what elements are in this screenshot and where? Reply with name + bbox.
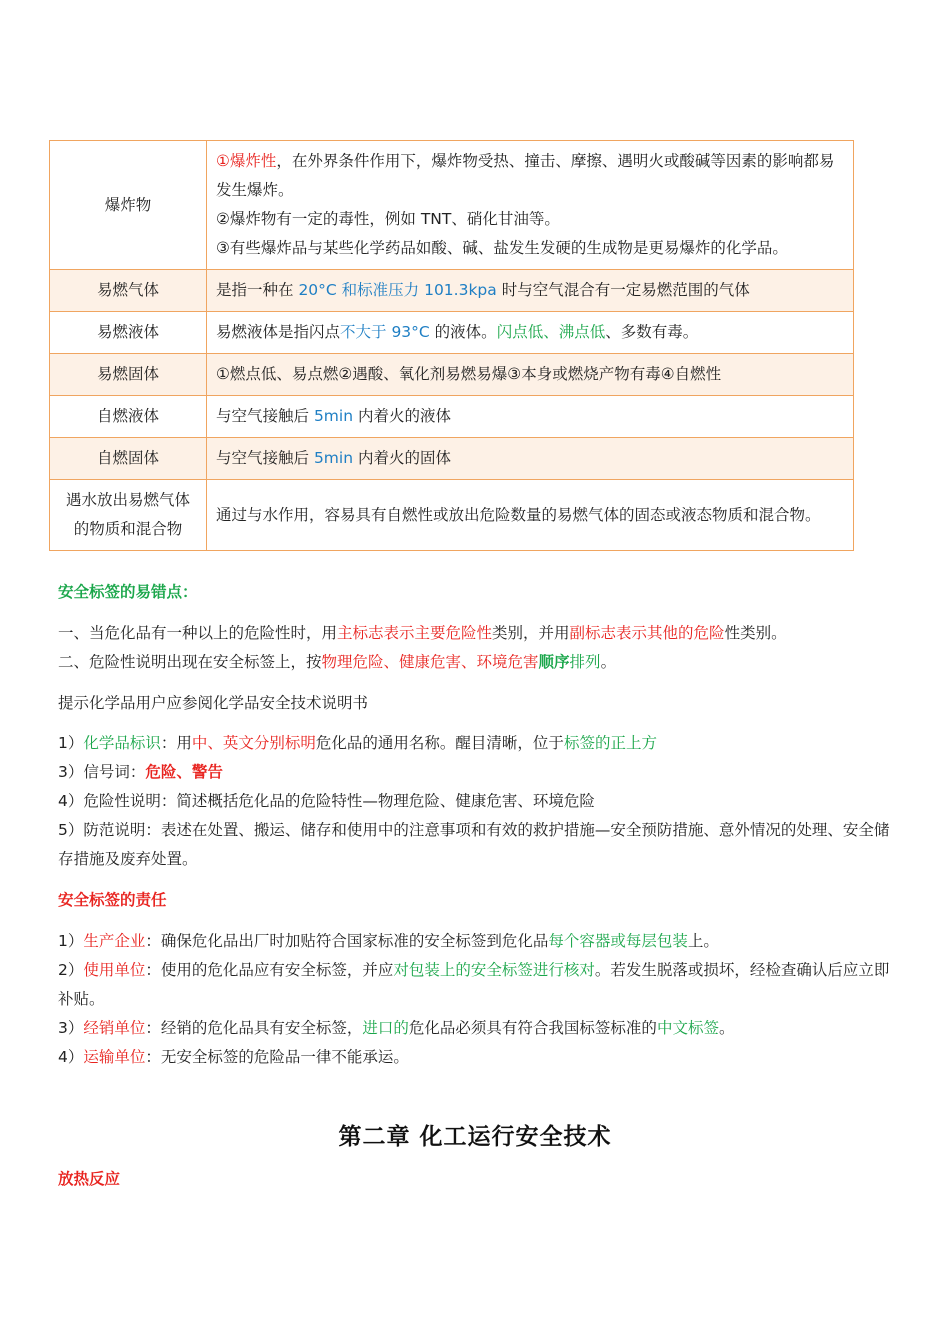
highlight-green: 闪点低、沸点低 — [496, 323, 606, 341]
paragraph — [58, 648, 894, 677]
desc-text: ，在外界条件作用下，爆炸物受热、撞击、摩擦、遇明火或酸碱等因素的影响都易发生爆炸。 — [216, 152, 835, 199]
highlight-green: 中文标签 — [656, 1019, 719, 1037]
section-heading: 安全标签的易错点： — [58, 583, 198, 601]
highlight-green: 进口的 — [362, 1019, 409, 1037]
table-row — [50, 312, 854, 354]
desc-text: 是指一种在 — [216, 281, 299, 299]
row-name: 易燃气体 — [50, 270, 207, 312]
highlight-red: 主标志表示主要危险性 — [337, 624, 493, 642]
text: ：确保危化品出厂时加贴符合国家标准的安全标签到危化品 — [145, 932, 549, 950]
tip-line — [58, 689, 894, 718]
text: 一、当危化品有一种以上的危险性时，用 — [58, 624, 338, 642]
list-item — [58, 1043, 894, 1072]
section-heading: 放热反应 — [58, 1170, 121, 1188]
label-items — [58, 729, 894, 874]
list-item — [58, 1014, 894, 1043]
row-name: 易燃液体 — [50, 312, 207, 354]
highlight-red: 运输单位 — [83, 1048, 146, 1066]
row-name: 易燃固体 — [50, 354, 207, 396]
row-name: 自燃固体 — [50, 438, 207, 480]
highlight-green: 顺序 — [538, 653, 570, 671]
text: 4） — [58, 1048, 84, 1066]
row-desc — [207, 396, 854, 438]
highlight-blue: 5min — [313, 407, 354, 425]
text: 3）信号词： — [58, 763, 146, 781]
highlight-red: 经销单位 — [83, 1019, 146, 1037]
text: 3） — [58, 1019, 84, 1037]
highlight-red: 生产企业 — [83, 932, 146, 950]
highlight-red: 危险、警告 — [145, 763, 223, 781]
text: 。若发生脱落或损坏，经检查确认后应立即补贴。 — [58, 961, 890, 1008]
text: ：用 — [160, 734, 192, 752]
resp-section — [58, 886, 894, 915]
desc-text: 与空气接触后 — [216, 449, 314, 467]
row-desc: ①燃点低、易点燃②遇酸、氧化剂易燃易爆③本身或燃烧产物有毒④自燃性 — [207, 354, 854, 396]
highlight-green: 对包装上的安全标签进行核对 — [393, 961, 595, 979]
text: ：无安全标签的危险品一律不能承运。 — [145, 1048, 409, 1066]
row-desc — [207, 438, 854, 480]
row-desc — [207, 312, 854, 354]
row-name-line: 的物质和混合物 — [73, 520, 183, 538]
row-desc: 通过与水作用，容易具有自燃性或放出危险数量的易燃气体的固态或液态物质和混合物。 — [207, 480, 854, 551]
desc-text: 内着火的固体 — [353, 449, 451, 467]
desc-text: 时与空气混合有一定易燃范围的气体 — [496, 281, 750, 299]
highlight-blue: 不大于 93°C — [340, 323, 430, 341]
text: 。 — [718, 1019, 735, 1037]
text: 1） — [58, 734, 84, 752]
text: 二、危险性说明出现在安全标签上，按 — [58, 653, 322, 671]
row-name — [50, 480, 207, 551]
table-row — [50, 354, 854, 396]
paragraph — [58, 619, 894, 648]
row-desc — [207, 270, 854, 312]
list-item — [58, 729, 894, 758]
text: 类别，并用 — [492, 624, 570, 642]
desc-text: 的液体。 — [429, 323, 497, 341]
errors-body — [58, 619, 894, 677]
desc-text: 、多数有毒。 — [605, 323, 699, 341]
desc-text: 易燃液体是指闪点 — [216, 323, 341, 341]
chapter-title: 第二章 化工运行安全技术 — [338, 1124, 612, 1150]
text: ：使用的危化品应有安全标签，并应 — [145, 961, 394, 979]
list-item — [58, 927, 894, 956]
section-heading: 安全标签的责任 — [58, 891, 167, 909]
table-row — [50, 438, 854, 480]
highlight-red: 物理危险、健康危害、环境危害 — [321, 653, 539, 671]
hazard-table — [49, 140, 854, 551]
highlight-red: 使用单位 — [83, 961, 146, 979]
desc-text: ②爆炸物有一定的毒性，例如 TNT、硝化甘油等。 — [216, 210, 560, 228]
desc-text: ③有些爆炸品与某些化学药品如酸、碱、盐发生发硬的生成物是更易爆炸的化学品。 — [216, 239, 788, 257]
table-row — [50, 396, 854, 438]
table-row — [50, 270, 854, 312]
table-row — [50, 141, 854, 270]
highlight-green: 标签的正上方 — [563, 734, 657, 752]
subsection — [58, 1165, 894, 1194]
paragraph: 提示化学品用户应参阅化学品安全技术说明书 — [58, 694, 369, 712]
resp-items — [58, 927, 894, 1072]
row-name-line: 遇水放出易燃气体 — [65, 491, 190, 509]
text: 危化品必须具有符合我国标签标准的 — [408, 1019, 657, 1037]
desc-text: 内着火的液体 — [353, 407, 451, 425]
desc-text: 与空气接触后 — [216, 407, 314, 425]
highlight-red: 中、英文分别标明 — [191, 734, 316, 752]
row-name: 自燃液体 — [50, 396, 207, 438]
highlight-red: ①爆炸性 — [216, 152, 277, 170]
row-desc — [207, 141, 854, 270]
row-name: 爆炸物 — [50, 141, 207, 270]
text: 危化品的通用名称。醒目清晰，位于 — [315, 734, 564, 752]
highlight-green: 每个容器或每层包装 — [548, 932, 688, 950]
list-item: 4）危险性说明：简述概括危化品的危险特性—物理危险、健康危害、环境危险 — [58, 792, 595, 810]
text: 。 — [600, 653, 617, 671]
text: 1） — [58, 932, 84, 950]
text: 2） — [58, 961, 84, 979]
table-row — [50, 480, 854, 551]
text: 性类别。 — [724, 624, 787, 642]
text: ：经销的危化品具有安全标签， — [145, 1019, 363, 1037]
list-item: 5）防范说明：表述在处置、搬运、储存和使用中的注意事项和有效的救护措施—安全预防措施、意外情况的处理、安全储存措施及废弃处置。 — [58, 821, 890, 868]
list-item — [58, 956, 894, 1014]
highlight-blue: 20°C 和标准压力 101.3kpa — [298, 281, 497, 299]
highlight-blue: 5min — [313, 449, 354, 467]
highlight-green: 排列 — [569, 653, 601, 671]
text: 上。 — [687, 932, 719, 950]
list-item — [58, 758, 894, 787]
highlight-green: 化学品标识 — [83, 734, 161, 752]
errors-section — [58, 578, 894, 607]
highlight-red: 副标志表示其他的危险 — [569, 624, 725, 642]
